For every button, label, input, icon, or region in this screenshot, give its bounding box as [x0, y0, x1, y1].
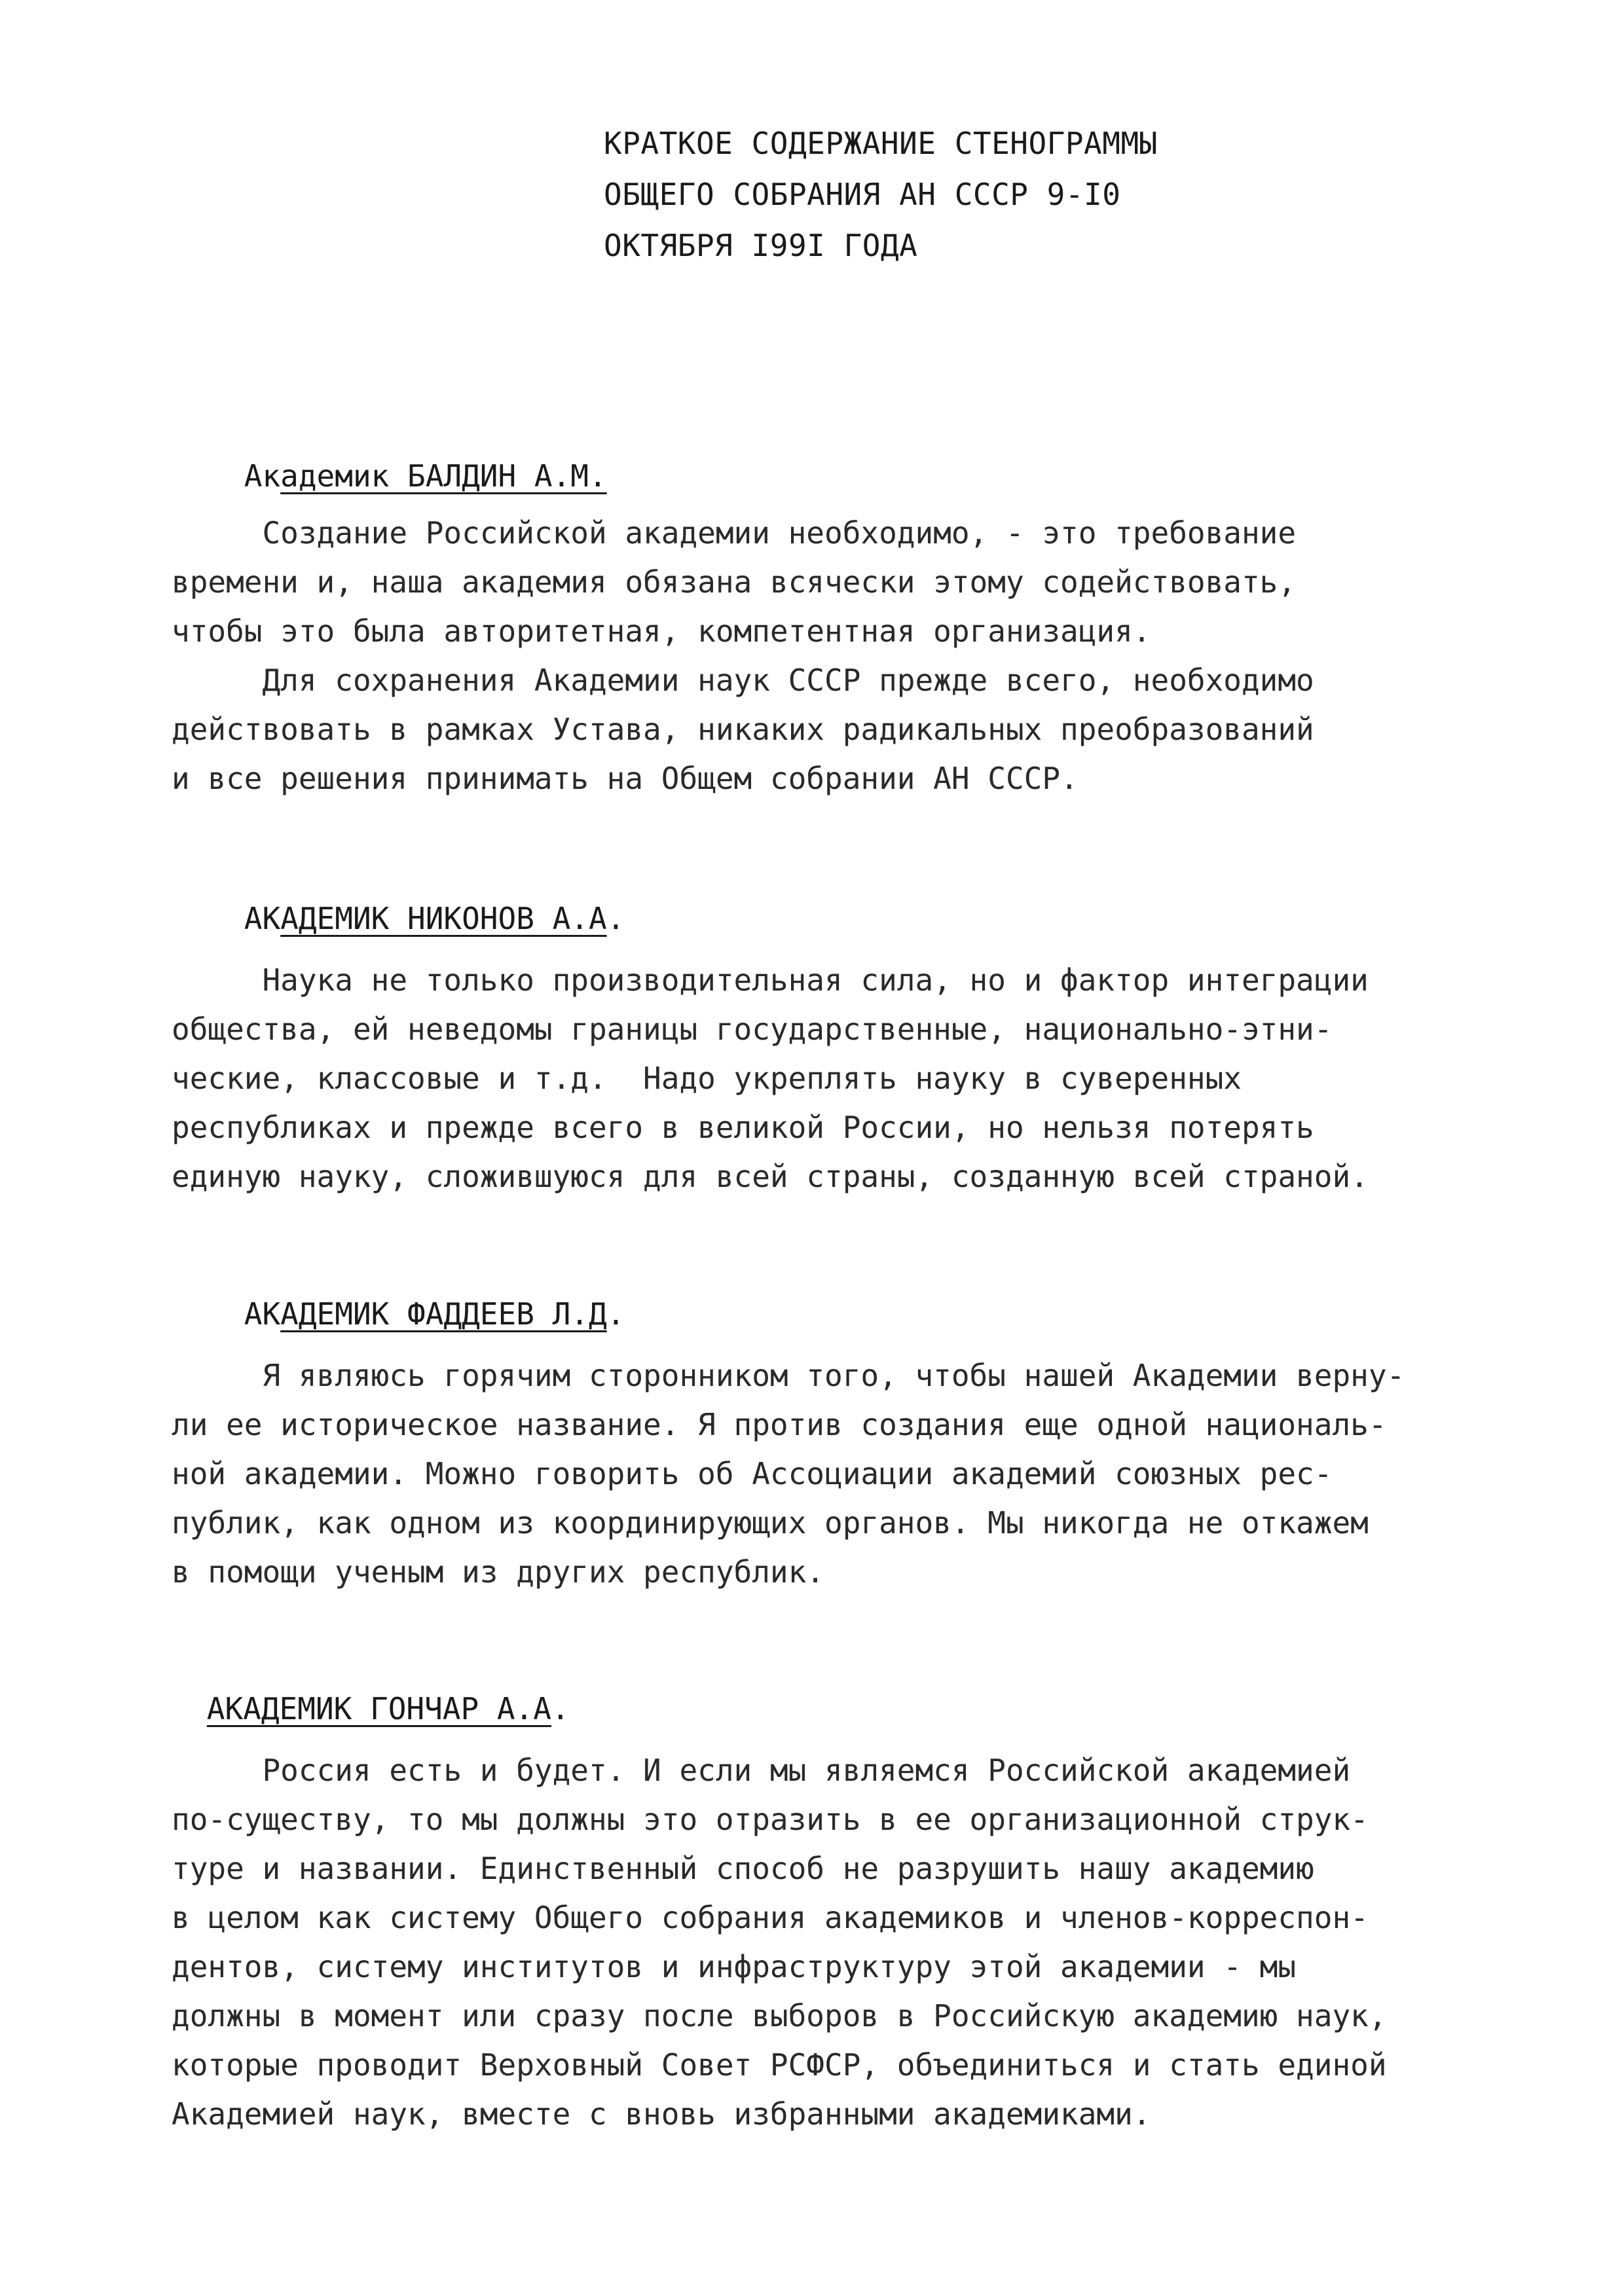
speech-paragraph — [172, 1746, 1579, 2139]
heading-underlined: АДЕМИК ФАДДЕЕВ Л.Д — [280, 1296, 607, 1332]
text-line: Академией наук, вместе с вновь избранными академиками. — [172, 2096, 1151, 2132]
heading-prefix: Ак — [244, 458, 281, 494]
text-line: по-существу, то мы должны это отразить в ее организационной струк- — [172, 1802, 1369, 1837]
text-line: Я являюсь горячим сторонником того, чтобы нашей Академии верну- — [172, 1358, 1405, 1393]
text-line: должны в момент или сразу после выборов в Российскую академию наук, — [172, 1998, 1387, 2033]
document-title — [604, 118, 1158, 271]
speech-paragraph — [172, 509, 1579, 656]
text-line: публик, как одном из координирующих органов. Мы никогда не откажем — [172, 1505, 1369, 1540]
text-line: в целом как систему Общего собрания академиков и членов-корреспон- — [172, 1900, 1369, 1935]
text-line: ческие, классовые и т.д. Надо укреплять науку в суверенных — [172, 1061, 1242, 1096]
text-line: республиках и прежде всего в великой России, но нельзя потерять — [172, 1110, 1314, 1145]
title-line: ОКТЯБРЯ I99I ГОДА — [604, 228, 918, 263]
text-line: действовать в рамках Устава, никаких радикальных преобразований — [172, 712, 1314, 747]
text-line: туре и названии. Единственный способ не разрушить нашу академию — [172, 1851, 1314, 1886]
heading-suffix: . — [606, 1296, 625, 1332]
heading-prefix: АК — [244, 1296, 281, 1332]
heading-suffix: . — [551, 1691, 570, 1726]
speech-paragraph — [172, 1351, 1579, 1597]
text-line: общества, ей неведомы границы государственные, национально-этни- — [172, 1011, 1333, 1047]
heading-prefix: АК — [244, 901, 281, 936]
text-line: Россия есть и будет. И если мы являемся Российской академией — [172, 1753, 1351, 1788]
text-line: в помощи ученым из других республик. — [172, 1554, 824, 1590]
text-line: ли ее историческое название. Я против создания еще одной националь- — [172, 1407, 1387, 1442]
heading-suffix: . — [606, 901, 625, 936]
text-line: и все решения принимать на Общем собрании АН СССР. — [172, 761, 1079, 796]
text-line: Наука не только производительная сила, но и фактор интеграции — [172, 962, 1369, 998]
text-line: чтобы это была авторитетная, компетентная организация. — [172, 613, 1151, 649]
speech-paragraph — [172, 956, 1579, 1201]
text-line: времени и, наша академия обязана всячески этому содействовать, — [172, 564, 1297, 600]
heading-underlined: АДЕМИК НИКОНОВ А.А — [280, 901, 607, 936]
heading-underlined: адемик БАЛДИН А.М. — [280, 458, 607, 494]
text-line: которые проводит Верховный Совет РСФСР, объединиться и стать единой — [172, 2047, 1387, 2083]
text-line: Для сохранения Академии наук СССР прежде всего, необходимо — [172, 663, 1314, 698]
heading-underlined: АКАДЕМИК ГОНЧАР А.А — [206, 1691, 551, 1726]
title-line: КРАТКОЕ СОДЕРЖАНИЕ СТЕНОГРАММЫ — [604, 126, 1158, 161]
text-line: Создание Российской академии необходимо, - это требование — [172, 515, 1297, 551]
text-line: ной академии. Можно говорить об Ассоциации академий союзных рес- — [172, 1456, 1333, 1491]
text-line: дентов, систему институтов и инфраструктуру этой академии - мы — [172, 1949, 1297, 1984]
text-line: единую науку, сложившуюся для всей страны, созданную всей страной. — [172, 1159, 1369, 1194]
title-line: ОБЩЕГО СОБРАНИЯ АН СССР 9-I0 — [604, 177, 1121, 212]
speech-paragraph — [172, 656, 1579, 803]
